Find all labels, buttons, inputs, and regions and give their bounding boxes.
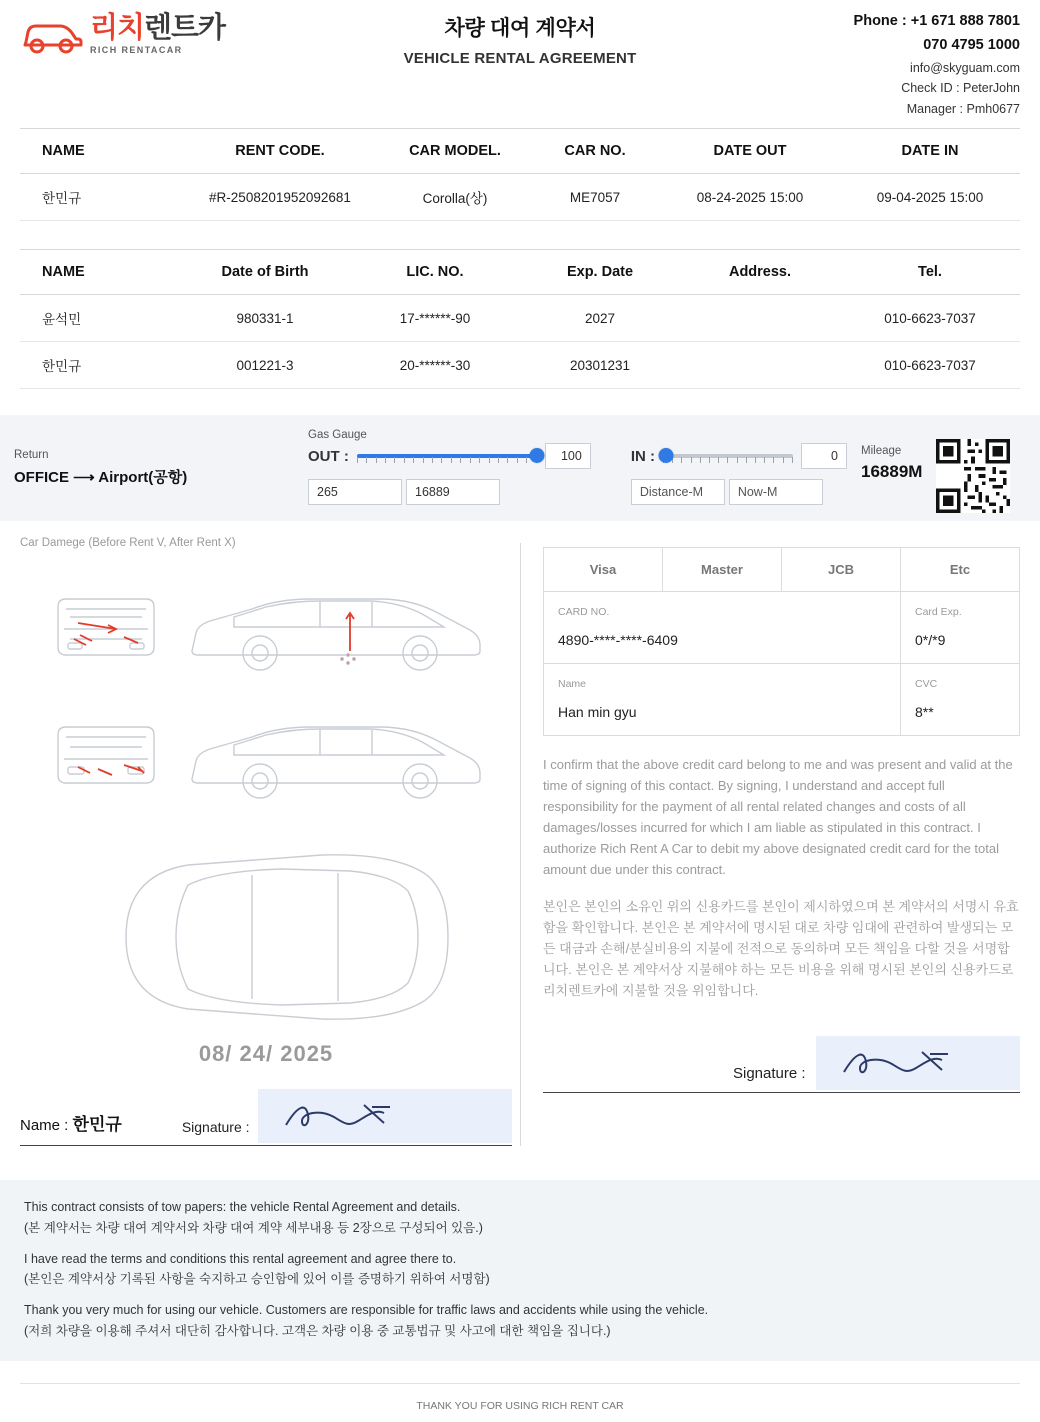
- distance-m-field[interactable]: Distance-M: [631, 479, 725, 505]
- cell-address: [680, 295, 840, 342]
- col-driver-name: NAME: [20, 250, 180, 295]
- cell-driver-name: 한민규: [20, 342, 180, 389]
- col-tel: Tel.: [840, 250, 1020, 295]
- return-gauge-strip: [0, 415, 1040, 521]
- mileage-value: 16889M: [861, 462, 923, 481]
- customer-name-value: 한민규: [72, 1115, 122, 1134]
- cell-dob: 980331-1: [180, 295, 350, 342]
- cell-address: [680, 342, 840, 389]
- in-label: IN :: [630, 447, 655, 465]
- cell-car-no: ME7057: [530, 174, 660, 221]
- brand-logo: [20, 10, 270, 55]
- card-brand-row: [544, 548, 1020, 592]
- card-cvc-cell[interactable]: [901, 664, 1020, 736]
- cell-date-out: 08-24-2025 15:00: [660, 174, 840, 221]
- card-brand-etc[interactable]: Etc: [901, 548, 1020, 592]
- table-row: [20, 295, 1020, 342]
- note-line-5: Thank you very much for using our vehicle. Customers are responsible for traffic laws and accidents while using the vehicle.: [24, 1303, 709, 1317]
- cell-lic-no: 20-******-30: [350, 342, 520, 389]
- cell-exp-date: 2027: [520, 295, 680, 342]
- contact-manager: Manager : Pmh0677: [906, 102, 1020, 117]
- col-address: Address.: [680, 250, 840, 295]
- signature-mark-icon: [272, 1095, 422, 1139]
- customer-name-label: Name : 한민규: [20, 1115, 122, 1134]
- card-cvc-value: 8**: [915, 703, 934, 720]
- col-dob: Date of Birth: [180, 250, 350, 295]
- logo-subtext: RICH RENTACAR: [90, 45, 183, 55]
- customer-signature-row: [20, 1089, 512, 1146]
- rental-table: [20, 128, 1020, 221]
- in-gauge-block: [631, 423, 847, 513]
- logo-text-dark: 렌트카: [144, 12, 226, 44]
- damage-column: [20, 537, 512, 1146]
- car-side-view-right: [192, 599, 480, 670]
- card-exp-label: Card Exp.: [915, 605, 962, 618]
- return-label: Return: [14, 449, 49, 461]
- contact-email: info@skyguam.com: [910, 60, 1020, 75]
- cell-name: 한민규: [20, 174, 180, 221]
- col-lic-no: LIC. NO.: [350, 250, 520, 295]
- signature-box-left[interactable]: [258, 1089, 512, 1143]
- now-m-field[interactable]: Now-M: [729, 479, 823, 505]
- mileage-block: [847, 423, 922, 513]
- contact-phone2: 070 4795 1000: [923, 36, 1020, 53]
- card-number-label: CARD NO.: [558, 605, 610, 618]
- contract-notes: [0, 1180, 1040, 1361]
- col-car-model: CAR MODEL.: [380, 129, 530, 174]
- qr-code: [936, 439, 1010, 513]
- card-name-value: Han min gyu: [558, 703, 637, 720]
- out-field-2[interactable]: 16889: [406, 479, 500, 505]
- in-gas-slider[interactable]: [663, 448, 793, 464]
- note-line-6: (저희 차량을 이용해 주셔서 대단히 감사합니다. 고객은 차량 이용 중 교통법규 및 사고에 대한 책임을 집니다.): [24, 1323, 611, 1338]
- driver-table: [20, 249, 1020, 389]
- signature-mark-icon: [830, 1042, 980, 1086]
- damage-marks: [74, 613, 354, 775]
- title-korean: 차량 대여 계약서: [444, 17, 596, 40]
- in-gas-value: 0: [801, 443, 847, 469]
- col-rent-code: RENT CODE.: [180, 129, 380, 174]
- col-date-out: DATE OUT: [660, 129, 840, 174]
- damage-caption: Car Damege (Before Rent V, After Rent X): [20, 537, 236, 549]
- document-title: [270, 10, 770, 67]
- card-brand-master[interactable]: Master: [663, 548, 782, 592]
- page-header: [0, 0, 1040, 128]
- contact-check-id: Check ID : PeterJohn: [901, 81, 1020, 96]
- damage-date-stamp: 08/ 24/ 2025: [198, 1041, 334, 1066]
- car-top-view: [126, 855, 448, 1019]
- out-label: OUT :: [308, 447, 349, 465]
- card-name-row: [544, 664, 1020, 736]
- car-damage-diagrams[interactable]: [20, 555, 512, 1035]
- gas-gauge-block: [308, 423, 591, 513]
- cardholder-signature-row: [543, 1036, 1020, 1093]
- table-row: [20, 342, 1020, 389]
- cell-driver-name: 윤석민: [20, 295, 180, 342]
- logo-text-red: 리치: [90, 12, 145, 44]
- card-brand-jcb[interactable]: JCB: [782, 548, 901, 592]
- card-number-value: 4890-****-****-6409: [558, 631, 678, 648]
- rental-info-section: [0, 128, 1040, 389]
- table-spacer: [20, 221, 1020, 249]
- card-exp-value: 0*/*9: [915, 631, 946, 648]
- col-name: NAME: [20, 129, 180, 174]
- cell-date-in: 09-04-2025 15:00: [840, 174, 1020, 221]
- table-row: [20, 174, 1020, 221]
- return-location-block: [8, 423, 308, 513]
- note-line-3: I have read the terms and conditions this rental agreement and agree there to.: [24, 1251, 457, 1266]
- footer-thanks: THANK YOU FOR USING RICH RENT CAR: [20, 1383, 1020, 1422]
- card-name-cell[interactable]: [544, 664, 901, 736]
- col-date-in: DATE IN: [840, 129, 1020, 174]
- cell-tel: 010-6623-7037: [840, 342, 1020, 389]
- signature-box-right[interactable]: [816, 1036, 1020, 1090]
- main-body: [0, 521, 1040, 1146]
- card-cvc-label: CVC: [915, 677, 938, 690]
- car-logo-icon: [20, 18, 84, 52]
- cell-car-model: Corolla(상): [380, 174, 530, 221]
- note-line-4: (본인은 계약서상 기록된 사항을 숙지하고 승인함에 있어 이를 증명하기 위하여 서명함): [24, 1272, 490, 1287]
- table-header-row: [20, 250, 1020, 295]
- cell-exp-date: 20301231: [520, 342, 680, 389]
- signature-label-right: Signature :: [733, 1064, 806, 1082]
- terms-paragraph-ko: 본인은 본인의 소유인 위의 신용카드를 본인이 제시하였으며 본 계약서의 서명시 유효함을 확인합니다. 본인은 본 계약서에 명시된 대로 차량 임대에 관련하여 발생되는 모든 대금과 손해/분실비용의 지불에 전적으로 동의하며 모든 책임을 다할 것을 서명합니다. 본인은 본 계약서상 지불해야 하는 모든 비용을 위해 명시된 본인의 신용카드로 리치렌트카에 지불할 것을 위임합니다.: [543, 899, 1019, 999]
- cell-rent-code: #R-2508201952092681: [180, 174, 380, 221]
- contact-phone: Phone : +1 671 888 7801: [853, 13, 1020, 29]
- card-column: [543, 537, 1020, 1146]
- note-line-2: (본 계약서는 차량 대여 계약서와 차량 대여 계약 세부내용 등 2장으로 구성되어 있음.): [24, 1220, 483, 1235]
- card-number-row: [544, 592, 1020, 664]
- out-field-1[interactable]: 265: [308, 479, 402, 505]
- table-header-row: [20, 129, 1020, 174]
- credit-card-table: [543, 547, 1020, 736]
- card-exp-cell[interactable]: [901, 592, 1020, 664]
- signature-label-left: Signature :: [181, 1119, 250, 1135]
- return-value: OFFICE ⟶ Airport(공항): [14, 469, 188, 486]
- note-line-1: This contract consists of tow papers: the vehicle Rental Agreement and details.: [24, 1200, 461, 1214]
- cell-tel: 010-6623-7037: [840, 295, 1020, 342]
- gas-gauge-label: Gas Gauge: [308, 429, 367, 441]
- contact-block: [770, 10, 1020, 120]
- car-side-view-left: [192, 727, 480, 798]
- cell-lic-no: 17-******-90: [350, 295, 520, 342]
- column-divider: [520, 543, 521, 1146]
- car-rear-view: [58, 727, 154, 783]
- mileage-label: Mileage: [861, 445, 902, 457]
- title-english: VEHICLE RENTAL AGREEMENT: [403, 50, 637, 67]
- col-car-no: CAR NO.: [530, 129, 660, 174]
- card-name-label: Name: [558, 677, 587, 690]
- card-number-cell[interactable]: [544, 592, 901, 664]
- col-exp-date: Exp. Date: [520, 250, 680, 295]
- cell-dob: 001221-3: [180, 342, 350, 389]
- out-gas-slider[interactable]: [357, 448, 537, 464]
- card-brand-visa[interactable]: Visa: [544, 548, 663, 592]
- terms-paragraph-en: I confirm that the above credit card belong to me and was present and valid at the time of signing of this contact. By signing, I understand and accept full responsibility for the payment of all rental related changes and costs of all damages/losses incurred for which I am liable as stipulated in this contract. I authorize Rich Rent A Car to debit my above designated credit card for the total amount due under this contract.: [543, 757, 1013, 878]
- out-gas-value: 100: [545, 443, 591, 469]
